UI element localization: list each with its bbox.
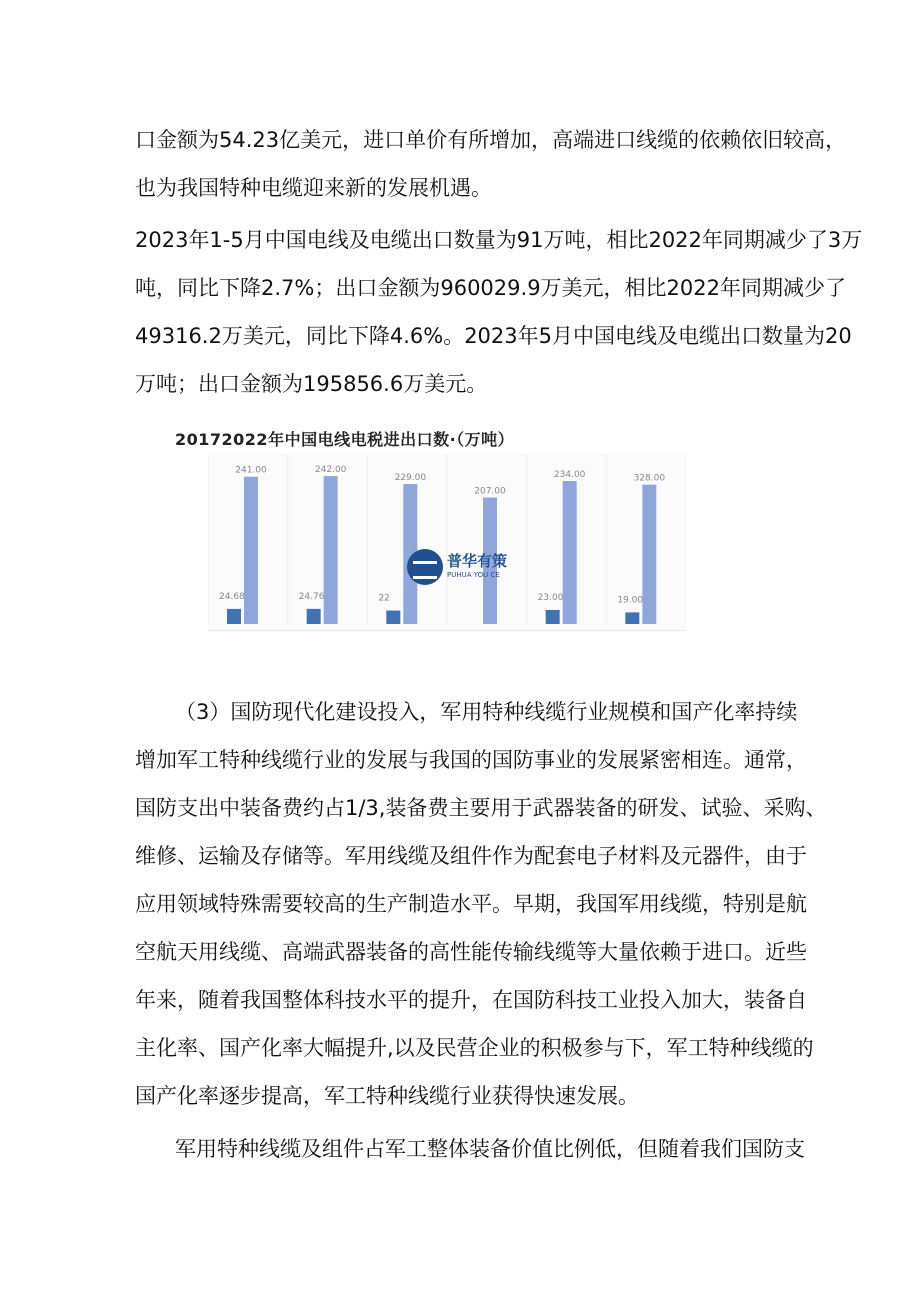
- paragraph-line: 2023年1-5月中国电线及电缆出口数量为91万吨，相比2022年同期减少了3万: [135, 228, 863, 252]
- paragraph-line: 维修、运输及存储等。军用线缆及组件作为配套电子材料及元器件，由于: [135, 844, 807, 868]
- paragraph-line: 主化率、国产化率大幅提升,以及民营企业的积极参与下，军工特种线缆的: [135, 1036, 814, 1060]
- export-data-label: 328.00: [633, 473, 666, 484]
- paragraph-line: 49316.2万美元，同比下降4.6%。2023年5月中国电线及电缆出口数量为20: [135, 324, 852, 348]
- export-data-label: 241.00: [235, 465, 267, 476]
- paragraph-line: 万吨；出口金额为195856.6万美元。: [135, 372, 488, 396]
- import-data-label: 23.00: [537, 592, 564, 603]
- chart-plot-area: [208, 453, 686, 631]
- paragraph-line: 口金额为54.23亿美元，进口单价有所增加，高端进口线缆的依赖依旧较高，: [135, 128, 847, 152]
- import-data-label: 22: [378, 593, 390, 604]
- export-data-label: 242.00: [314, 465, 347, 476]
- paragraph-line: 军用特种线缆及组件占军工整体装备价值比例低，但随着我们国防支: [175, 1137, 805, 1161]
- chart-title: 20172022年中国电线电税进出口数·（万吨）: [175, 430, 515, 449]
- export-bar: [244, 477, 258, 624]
- paragraph-line: 国产化率逐步提高，军工特种线缆行业获得快速发展。: [135, 1084, 639, 1108]
- paragraph-line: （3）国防现代化建设投入，军用特种线缆行业规模和国产化率持续: [175, 700, 798, 724]
- import-data-label: 19.00: [617, 595, 644, 606]
- logo-icon: [407, 549, 443, 585]
- import-export-chart: [175, 425, 715, 640]
- paragraph-line: 空航天用线缆、高端武器装备的高性能传输线缆等大量依赖于进口。近些: [135, 940, 807, 964]
- watermark-name: 普华有策: [447, 552, 508, 570]
- paragraph-line: 应用领域特殊需要较高的生产制造水平。早期，我国军用线缆，特别是航: [135, 892, 807, 916]
- import-bar: [307, 609, 321, 624]
- export-bar: [563, 481, 577, 624]
- paragraph-line: 年来，随着我国整体科技水平的提升，在国防科技工业投入加大，装备自: [135, 988, 807, 1012]
- export-bar: [324, 476, 338, 624]
- import-bar: [625, 612, 639, 624]
- export-data-label: 234.00: [553, 470, 586, 480]
- watermark-sub: PUHUA YOU CE: [447, 571, 500, 579]
- export-data-label: 207.00: [474, 486, 506, 497]
- import-data-label: 24.76: [298, 591, 325, 602]
- paragraph-line: 国防支出中装备费约占1/3,装备费主要用于武器装备的研发、试验、采购、: [135, 796, 827, 820]
- paragraph-line: 也为我国特种电缆迎来新的发展机遇。: [135, 176, 492, 200]
- import-bar: [546, 610, 560, 624]
- import-data-label: 24.68: [219, 591, 245, 602]
- export-bar: [642, 485, 656, 624]
- import-bar: [386, 611, 400, 624]
- paragraph-line: 吨，同比下降2.7%；出口金额为960029.9万美元，相比2022年同期减少了: [135, 276, 846, 300]
- export-data-label: 229.00: [394, 473, 427, 484]
- watermark-logo: [407, 547, 519, 587]
- paragraph-line: 增加军工特种线缆行业的发展与我国的国防事业的发展紧密相连。通常，: [135, 748, 807, 772]
- import-bar: [227, 609, 241, 624]
- chart-svg: [208, 453, 686, 630]
